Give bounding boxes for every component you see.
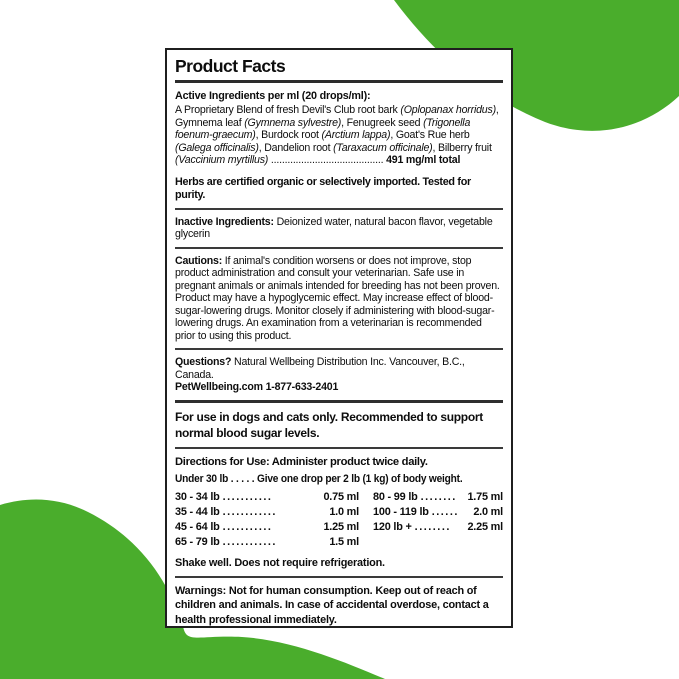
directions-heading: Directions for Use: Administer product twice daily. [175,455,428,468]
dosage-row [373,490,503,505]
dosage-range: 80 - 99 lb [373,490,418,503]
active-ingredients-section [175,90,503,202]
dosage-row [373,505,503,520]
dosage-dots: ........... [222,490,273,503]
section-rule [175,576,503,578]
active-ingredients-heading: Active Ingredients per ml (20 drops/ml): [175,90,371,102]
dosage-dose: 1.75 ml [467,490,503,503]
cautions [175,255,503,343]
dosage-dose: 2.25 ml [467,520,503,533]
dosage-range: 100 - 119 lb [373,505,429,518]
dosage-dots: ............ [222,505,277,518]
ingredient-text: , Bilberry fruit [432,141,492,154]
dosage-row [175,520,359,535]
page-title: Product Facts [175,56,286,76]
warnings-text: Not for human consumption. Keep out of reach of children and animals. In case of accidental overdose, contact a health professional immediately. [175,584,489,626]
dosage-dots: ...... [431,505,459,518]
dosage-dose: 1.25 ml [323,520,359,533]
dosage-dose: 2.0 ml [473,505,503,518]
latin-name: (Galega officinalis) [175,141,259,154]
dosage-column-left [175,490,359,550]
section-rule [175,208,503,210]
dosage-range: 45 - 64 lb [175,520,220,533]
latin-name: (Oplopanax horridus) [400,104,496,116]
ingredient-text: , Goat's Rue herb [390,129,470,141]
ingredient-text: A Proprietary Blend of fresh Devil's Club root bark [175,104,401,116]
latin-name: (Arctium lappa) [321,129,391,141]
section-rule-thick [175,400,503,403]
dosage-dose: 1.0 ml [329,505,359,518]
dosage-row [175,490,359,505]
cautions-text: If animal's condition worsens or does not improve, stop product administration and consult your veterinarian. Safe use in pregnant animals or animals intended for breeding has not been proven. Product may have a hypoglycemic effect. May increase effect of blood-sugar-lowering drugs. Monitor closely if administering with blood-sugar-lowering drugs. An examination from a veterinarian is recommended prior to using this product. [175,254,500,342]
dosage-range: 65 - 79 lb [175,535,220,548]
ingredient-text: , Dandelion root [258,141,334,154]
inactive-ingredients [175,216,503,241]
directions-section [175,455,503,570]
dosage-range: 30 - 34 lb [175,490,220,503]
dots-leader: ......................................... [268,154,387,166]
dosage-table [175,490,503,550]
latin-name: (Vaccinium myrtillus) [175,154,269,166]
latin-name: (Trigonella foenum-graecum) [175,116,471,141]
dosage-dots: ........ [420,490,457,503]
section-rule [175,247,503,249]
section-rule [175,447,503,449]
dosage-range: 35 - 44 lb [175,505,220,518]
total-amount: 491 mg/ml total [386,154,461,166]
dosage-column-right [373,490,503,550]
inactive-ingredients-text: Deionized water, natural bacon flavor, vegetable glycerin [175,215,493,240]
herbs-note: Herbs are certified organic or selectively imported. Tested for purity. [175,175,471,201]
dosage-row [373,520,503,535]
cautions-label: Cautions: [175,254,223,267]
under-30-line: Under 30 lb . . . . . Give one drop per 2 lb (1 kg) of body weight. [175,472,463,485]
contact-line: PetWellbeing.com 1-877-633-2401 [175,381,339,393]
product-facts-card [165,48,513,628]
dosage-dots: ........ [414,520,451,533]
warnings-label: Warnings: [175,584,227,597]
title-rule [175,80,503,83]
shake-note: Shake well. Does not require refrigeration. [175,556,385,569]
dosage-row [175,535,359,550]
warnings [175,584,503,628]
dosage-range: 120 lb + [373,520,412,533]
ingredient-text: , Burdock root [255,129,322,141]
dosage-row [175,505,359,520]
questions-text: Natural Wellbeing Distribution Inc. Vancouver, B.C., Canada. [175,356,465,381]
active-ingredients-text [175,104,503,167]
latin-name: (Gymnema sylvestre) [244,116,342,129]
inactive-ingredients-label: Inactive Ingredients: [175,215,274,228]
dosage-dose: 1.5 ml [329,535,359,548]
questions [175,356,503,394]
for-use-statement: For use in dogs and cats only. Recommended to support normal blood sugar levels. [175,409,483,440]
questions-label: Questions? [175,356,232,368]
dosage-dots: ............ [222,535,277,548]
section-rule [175,348,503,350]
ingredient-text: , Fenugreek seed [341,116,424,129]
dosage-dots: ........... [222,520,273,533]
ingredient-text: , Gymnema leaf [175,104,499,129]
latin-name: (Taraxacum officinale) [333,141,433,154]
dosage-dose: 0.75 ml [323,490,359,503]
